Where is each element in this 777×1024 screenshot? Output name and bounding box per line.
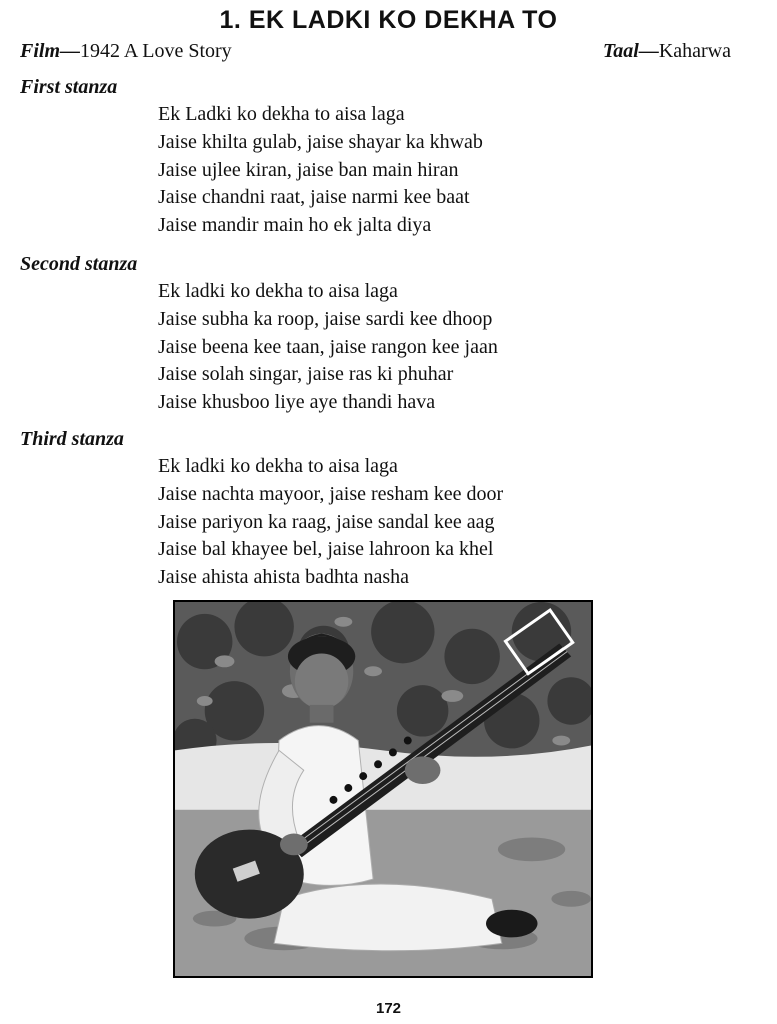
page-number: 172 bbox=[375, 1000, 402, 1017]
lyric-line: Ek ladki ko dekha to aisa laga bbox=[158, 280, 398, 302]
taal-info bbox=[603, 40, 731, 63]
lyric-line: Jaise chandni raat, jaise narmi kee baat bbox=[158, 186, 470, 209]
stanza-lines-first bbox=[158, 101, 483, 240]
film-info bbox=[20, 40, 232, 63]
page-title: 1. EK LADKI KO DEKHA TO bbox=[219, 6, 558, 34]
lyric-line: Jaise beena kee taan, jaise rangon kee jaan bbox=[158, 335, 498, 358]
lyric-line: Ek ladki ko dekha to aisa laga bbox=[158, 455, 398, 477]
stanza-lines-third bbox=[158, 453, 503, 592]
taal-label: Taal bbox=[602, 40, 639, 62]
lyric-line: Jaise nachta mayoor, jaise resham kee door bbox=[158, 482, 504, 505]
stanza-heading-second: Second stanza bbox=[20, 253, 138, 275]
lyric-line: Jaise ujlee kiran, jaise ban main hiran bbox=[158, 158, 459, 181]
film-label: Film bbox=[20, 40, 61, 62]
lyric-line: Jaise solah singar, jaise ras ki phuhar bbox=[158, 363, 454, 386]
taal-value: Kaharwa bbox=[658, 40, 731, 62]
lyric-line: Jaise mandir main ho ek jalta diya bbox=[158, 214, 432, 237]
sitar-player-illustration bbox=[175, 602, 591, 976]
stanza-heading-third: Third stanza bbox=[20, 428, 124, 450]
stanza-heading-first: First stanza bbox=[20, 76, 118, 98]
lyric-line: Jaise khusboo liye aye thandi hava bbox=[158, 391, 436, 414]
film-value: 1942 A Love Story bbox=[80, 40, 232, 62]
lyric-line: Jaise ahista ahista badhta nasha bbox=[158, 566, 410, 589]
taal-separator: — bbox=[638, 40, 659, 62]
lyric-line: Jaise bal khayee bel, jaise lahroon ka khel bbox=[158, 538, 494, 561]
lyric-line: Jaise subha ka roop, jaise sardi kee dhoop bbox=[158, 307, 493, 330]
lyric-line: Jaise khilta gulab, jaise shayar ka khwab bbox=[158, 130, 483, 153]
sitar-player-photo bbox=[173, 600, 593, 978]
film-separator: — bbox=[60, 40, 81, 62]
stanza-lines-second bbox=[158, 278, 498, 417]
lyric-line: Ek Ladki ko dekha to aisa laga bbox=[158, 103, 405, 125]
lyric-line: Jaise pariyon ka raag, jaise sandal kee aag bbox=[158, 510, 495, 533]
